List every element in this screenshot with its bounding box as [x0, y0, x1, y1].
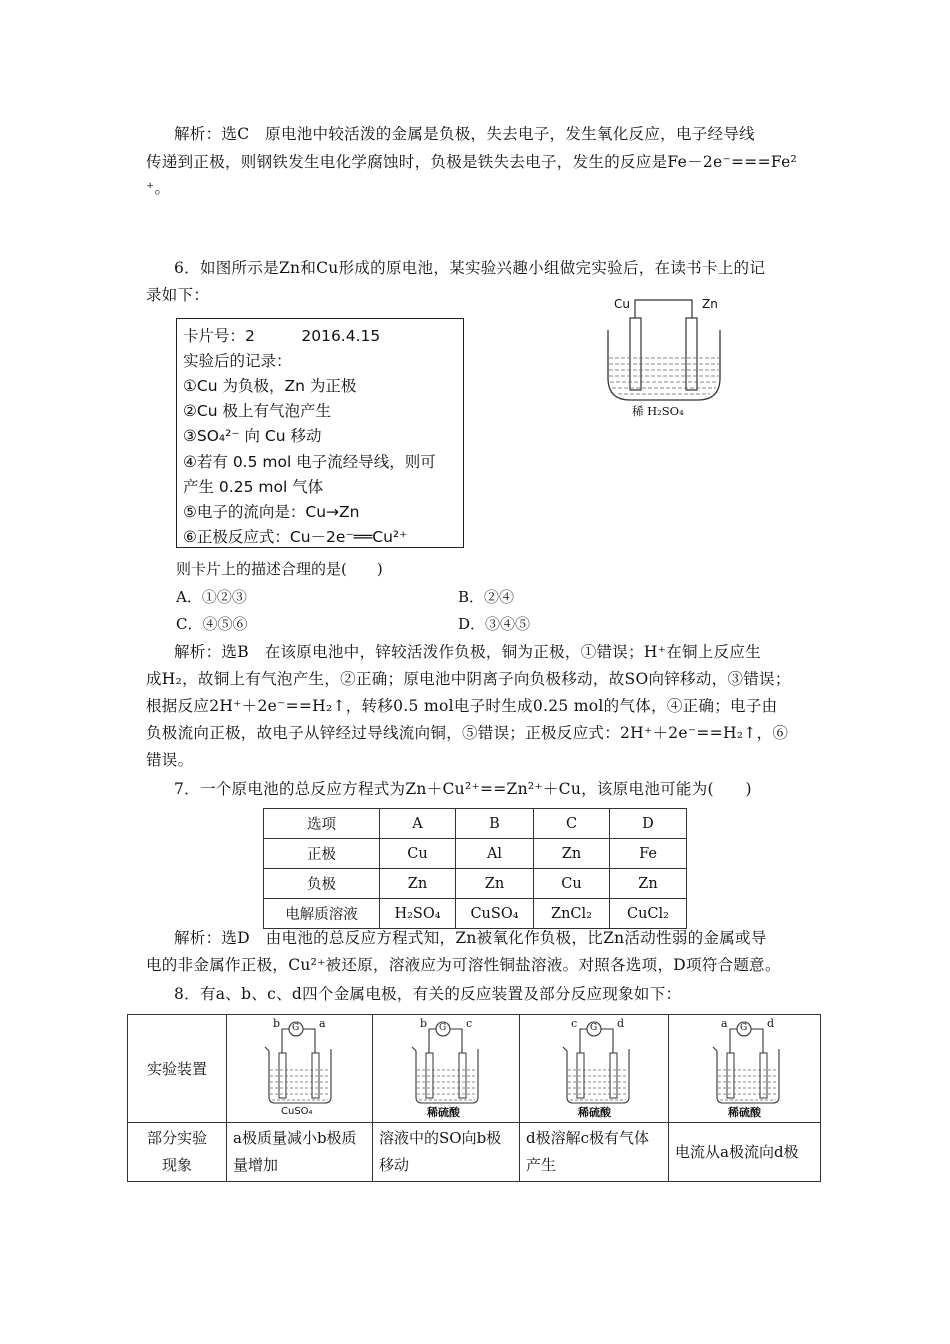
device-2-left-label: b: [420, 1017, 428, 1030]
table-cell: C: [534, 809, 610, 839]
q6-option-d: D．③④⑤: [458, 615, 531, 633]
table-row: [264, 899, 687, 929]
table-row: [128, 1015, 821, 1123]
phenomenon-1: [227, 1123, 373, 1182]
phenomenon-3: [520, 1123, 669, 1182]
phenomenon-3-text: d极溶解c极有气体产生: [526, 1129, 650, 1174]
device-cell-2: [373, 1015, 520, 1123]
table-cell: Zn: [610, 869, 687, 899]
table-cell: 选项: [264, 809, 380, 839]
device-3-right-label: d: [617, 1017, 625, 1030]
q6-analysis-line-3: 根据反应2H⁺＋2e⁻==H₂↑，转移0.5 mol电子时生成0.25 mol的气体，④正确；电子由: [146, 697, 778, 715]
row-label-phenomena: [128, 1123, 227, 1182]
device-4-right-label: d: [767, 1017, 775, 1030]
device-cell-4: [669, 1015, 821, 1123]
device-cell-1: [227, 1015, 373, 1123]
device-4-solution: 稀硫酸: [728, 1106, 761, 1119]
galvanic-cell-figure: [600, 290, 740, 420]
row-label-apparatus: 实验装置: [128, 1015, 227, 1123]
solution-label: 稀 H₂SO₄: [632, 404, 684, 418]
table-cell: CuSO₄: [456, 899, 534, 929]
table-cell: Zn: [380, 869, 456, 899]
card-line-4: ②Cu 极上有气泡产生: [183, 402, 331, 420]
q6-question: 则卡片上的描述合理的是( ): [176, 560, 383, 578]
table-cell: D: [610, 809, 687, 839]
q8-experiment-table: [127, 1014, 821, 1182]
device-1-solution: CuSO₄: [281, 1106, 313, 1117]
table-cell: H₂SO₄: [380, 899, 456, 929]
reading-card: [176, 318, 464, 548]
device-cell-3: [520, 1015, 669, 1123]
q6-analysis-line-5: 错误。: [146, 751, 194, 769]
q6-option-c: C．④⑤⑥: [176, 615, 248, 633]
q5-analysis-line-2: 传递到正极，则钢铁发生电化学腐蚀时，负极是铁失去电子，发生的反应是Fe－2e⁻===Fe²: [146, 153, 798, 171]
table-cell: Fe: [610, 839, 687, 869]
q6-analysis-line-2: 成H₂，故铜上有气泡产生，②正确；原电池中阴离子向负极移动，故SO向锌移动，③错误；: [146, 670, 791, 688]
row-label-phenomena-text: 部分实验现象: [146, 1129, 207, 1174]
table-cell: CuCl₂: [610, 899, 687, 929]
phenomenon-2: [373, 1123, 520, 1182]
phenomenon-2-text: 溶液中的SO向b极移动: [379, 1129, 502, 1174]
table-row: [264, 809, 687, 839]
card-line-8: ⑤电子的流向是：Cu→Zn: [183, 503, 360, 521]
table-cell: Cu: [534, 869, 610, 899]
q7-options-table: [263, 808, 687, 929]
table-cell: ZnCl₂: [534, 899, 610, 929]
q6-analysis-line-4: 负极流向正极，故电子从锌经过导线流向铜，⑤错误；正极反应式：2H⁺＋2e⁻==H₂↑，⑥: [146, 724, 789, 742]
phenomenon-4-text: 电流从a极流向d极: [675, 1142, 799, 1161]
zn-label: Zn: [702, 297, 718, 311]
q6-stem-line-2: 录如下：: [146, 286, 210, 304]
card-line-7: 产生 0.25 mol 气体: [183, 478, 324, 496]
phenomenon-4: [669, 1123, 821, 1182]
table-cell: B: [456, 809, 534, 839]
table-cell: 负极: [264, 869, 380, 899]
q6-stem-line-1: 6．如图所示是Zn和Cu形成的原电池，某实验兴趣小组做完实验后，在读书卡上的记: [174, 259, 766, 277]
q6-option-a: A．①②③: [176, 588, 247, 606]
q8-stem: 8．有a、b、c、d四个金属电极，有关的反应装置及部分反应现象如下：: [174, 985, 682, 1003]
q7-stem: 7．一个原电池的总反应方程式为Zn＋Cu²⁺==Zn²⁺＋Cu，该原电池可能为( ): [174, 780, 752, 798]
device-2-right-label: c: [466, 1017, 473, 1030]
card-line-9: ⑥正极反应式：Cu－2e⁻══Cu²⁺: [183, 528, 408, 546]
galvanometer-icon: G: [740, 1023, 748, 1033]
card-line-5: ③SO₄²⁻ 向 Cu 移动: [183, 427, 322, 445]
table-row: [264, 839, 687, 869]
device-1-left-label: b: [273, 1017, 281, 1030]
q6-analysis-line-1: 解析：选B 在该原电池中，锌较活泼作负极，铜为正极，①错误；H⁺在铜上反应生: [174, 643, 761, 661]
q6-option-b: B．②④: [458, 588, 515, 606]
card-line-1: 卡片号：2 2016.4.15: [183, 327, 381, 345]
cu-label: Cu: [614, 297, 630, 311]
device-3-solution: 稀硫酸: [578, 1106, 611, 1119]
q5-analysis-line-1: 解析：选C 原电池中较活泼的金属是负极，失去电子，发生氧化反应，电子经导线: [174, 125, 755, 143]
table-cell: Zn: [534, 839, 610, 869]
device-3-left-label: c: [571, 1017, 578, 1030]
card-line-2: 实验后的记录：: [183, 352, 292, 370]
card-line-3: ①Cu 为负极，Zn 为正极: [183, 377, 357, 395]
q7-analysis-line-2: 电的非金属作正极，Cu²⁺被还原，溶液应为可溶性铜盐溶液。对照各选项，D项符合题意。: [146, 956, 781, 974]
table-cell: A: [380, 809, 456, 839]
phenomenon-1-text: a极质量减小b极质量增加: [233, 1129, 357, 1174]
table-cell: 电解质溶液: [264, 899, 380, 929]
device-2-solution: 稀硫酸: [427, 1106, 460, 1119]
q7-analysis-line-1: 解析：选D 由电池的总反应方程式知，Zn被氧化作负极，比Zn活动性弱的金属或导: [174, 929, 767, 947]
table-cell: Zn: [456, 869, 534, 899]
table-row: [128, 1123, 821, 1182]
device-1-right-label: a: [319, 1017, 326, 1030]
q5-analysis-line-3: ⁺。: [146, 179, 171, 197]
table-cell: 正极: [264, 839, 380, 869]
device-4-left-label: a: [721, 1017, 728, 1030]
galvanometer-icon: G: [439, 1023, 447, 1033]
galvanometer-icon: G: [590, 1023, 598, 1033]
table-cell: Al: [456, 839, 534, 869]
table-cell: Cu: [380, 839, 456, 869]
card-line-6: ④若有 0.5 mol 电子流经导线，则可: [183, 453, 436, 471]
galvanometer-icon: G: [292, 1023, 300, 1033]
table-row: [264, 869, 687, 899]
